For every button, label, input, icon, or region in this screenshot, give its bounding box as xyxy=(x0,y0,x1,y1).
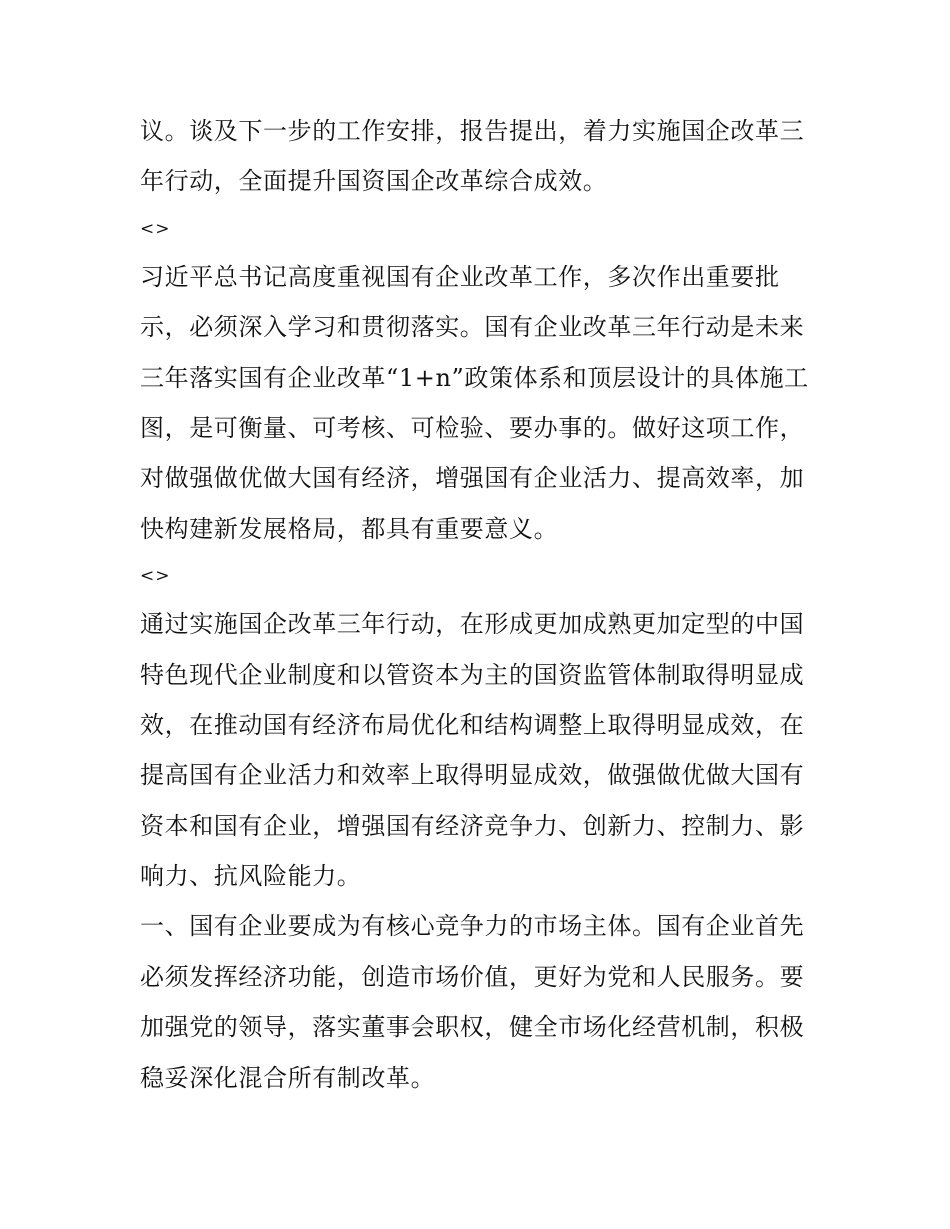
text-line: 示，必须深入学习和贯彻落实。国有企业改革三年行动是未来 xyxy=(140,313,805,342)
paragraph xyxy=(140,106,820,207)
text-line: 提高国有企业活力和效率上取得明显成效，做强做优做大国有 xyxy=(140,761,805,790)
text-line: 稳妥深化混合所有制改革。 xyxy=(140,1063,436,1092)
document-page xyxy=(140,106,820,1103)
paragraph xyxy=(140,252,820,554)
text-line: 习近平总书记高度重视国有企业改革工作，多次作出重要批 xyxy=(140,262,780,291)
text-line: 图，是可衡量、可考核、可检验、要办事的。做好这项工作， xyxy=(140,413,805,442)
paragraph xyxy=(140,901,820,1103)
text-line: 议。谈及下一步的工作安排，报告提出，着力实施国企改革三 xyxy=(140,117,805,145)
text-line: 年行动，全面提升国资国企改革综合成效。 xyxy=(140,167,608,196)
paragraph xyxy=(140,599,820,901)
text-line: 必须发挥经济功能，创造市场价值，更好为党和人民服务。要 xyxy=(140,962,805,991)
text-line: 对做强做优做大国有经济，增强国有企业活力、提高效率，加 xyxy=(140,464,805,493)
text-line: 资本和国有企业，增强国有经济竞争力、创新力、控制力、影 xyxy=(140,811,805,840)
separator-marker: <> xyxy=(140,566,171,587)
text-line: 效，在推动国有经济布局优化和结构调整上取得明显成效，在 xyxy=(140,710,805,739)
text-line: 特色现代企业制度和以管资本为主的国资监管体制取得明显成 xyxy=(140,660,805,689)
text-line: 加强党的领导，落实董事会职权，健全市场化经营机制，积极 xyxy=(140,1013,805,1042)
separator-marker: <> xyxy=(140,218,171,239)
text-line: 三年落实国有企业改革“1+n”政策体系和顶层设计的具体施工 xyxy=(140,363,809,392)
text-line: 响力、抗风险能力。 xyxy=(140,862,362,891)
text-line: 快构建新发展格局，都具有重要意义。 xyxy=(140,514,559,543)
text-line: 一、国有企业要成为有核心竞争力的市场主体。国有企业首先 xyxy=(140,912,805,941)
text-line: 通过实施国企改革三年行动，在形成更加成熟更加定型的中国 xyxy=(140,610,805,639)
